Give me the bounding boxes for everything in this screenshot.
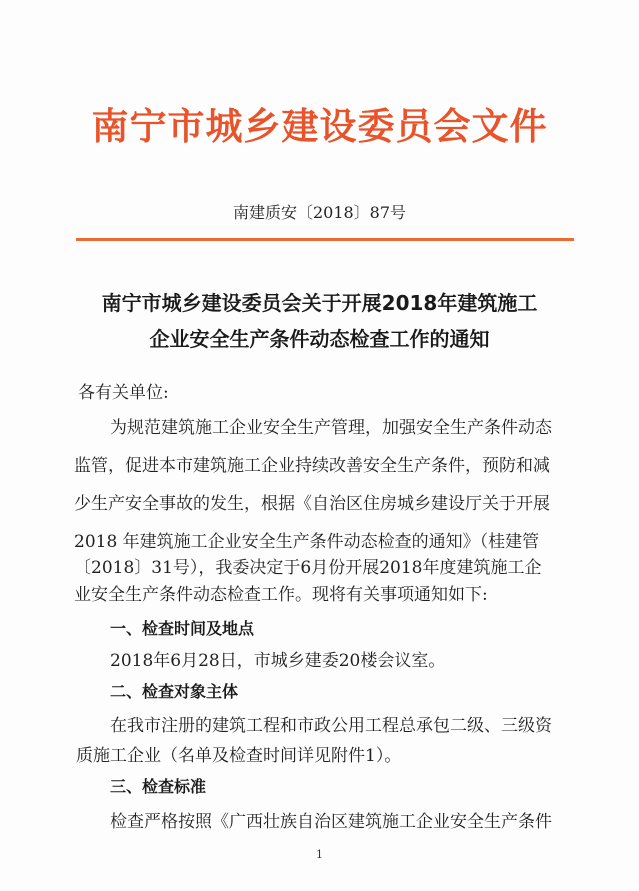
salutation: 各有关单位: (78, 383, 169, 403)
intro-paragraph-line: 为规范建筑施工企业安全生产管理，加强安全生产条件动态 (110, 418, 552, 438)
organization-header: 南宁市城乡建设委员会文件 (91, 105, 548, 148)
intro-paragraph-line: 业安全生产条件动态检查工作。现将有关事项通知如下: (74, 585, 488, 605)
intro-paragraph-line: 〔2018〕31号），我委决定于6月份开展2018年度建筑施工企 (74, 558, 542, 578)
notice-title-line-1: 南宁市城乡建设委员会关于开展2018年建筑施工 (101, 291, 538, 315)
section-heading-inspection-standards: 三、检查标准 (110, 777, 207, 796)
section-text-line: 2018年6月28日，市城乡建委20楼会议室。 (110, 651, 446, 671)
section-text-line: 检查严格按照《广西壮族自治区建筑施工企业安全生产条件 (110, 812, 552, 832)
section-heading-inspection-subjects: 二、检查对象主体 (110, 682, 239, 701)
header-divider (76, 238, 574, 241)
section-text-line: 在我市注册的建筑工程和市政公用工程总承包二级、三级资 (110, 716, 552, 736)
page-number: 1 (316, 848, 323, 861)
intro-paragraph-line: 监管，促进本市建筑施工企业持续改善安全生产条件，预防和减 (74, 456, 550, 476)
section-heading-time-location: 一、检查时间及地点 (110, 619, 255, 638)
section-text-line: 质施工企业（名单及检查时间详见附件1）。 (76, 746, 402, 766)
intro-paragraph-line: 少生产安全事故的发生，根据《自治区住房城乡建设厅关于开展 (74, 494, 550, 514)
intro-paragraph-line: 2018 年建筑施工企业安全生产条件动态检查的通知》（桂建管 (74, 532, 540, 552)
notice-title-line-2: 企业安全生产条件动态检查工作的通知 (149, 327, 490, 351)
document-number: 南建质安〔2018〕87号 (232, 203, 407, 222)
